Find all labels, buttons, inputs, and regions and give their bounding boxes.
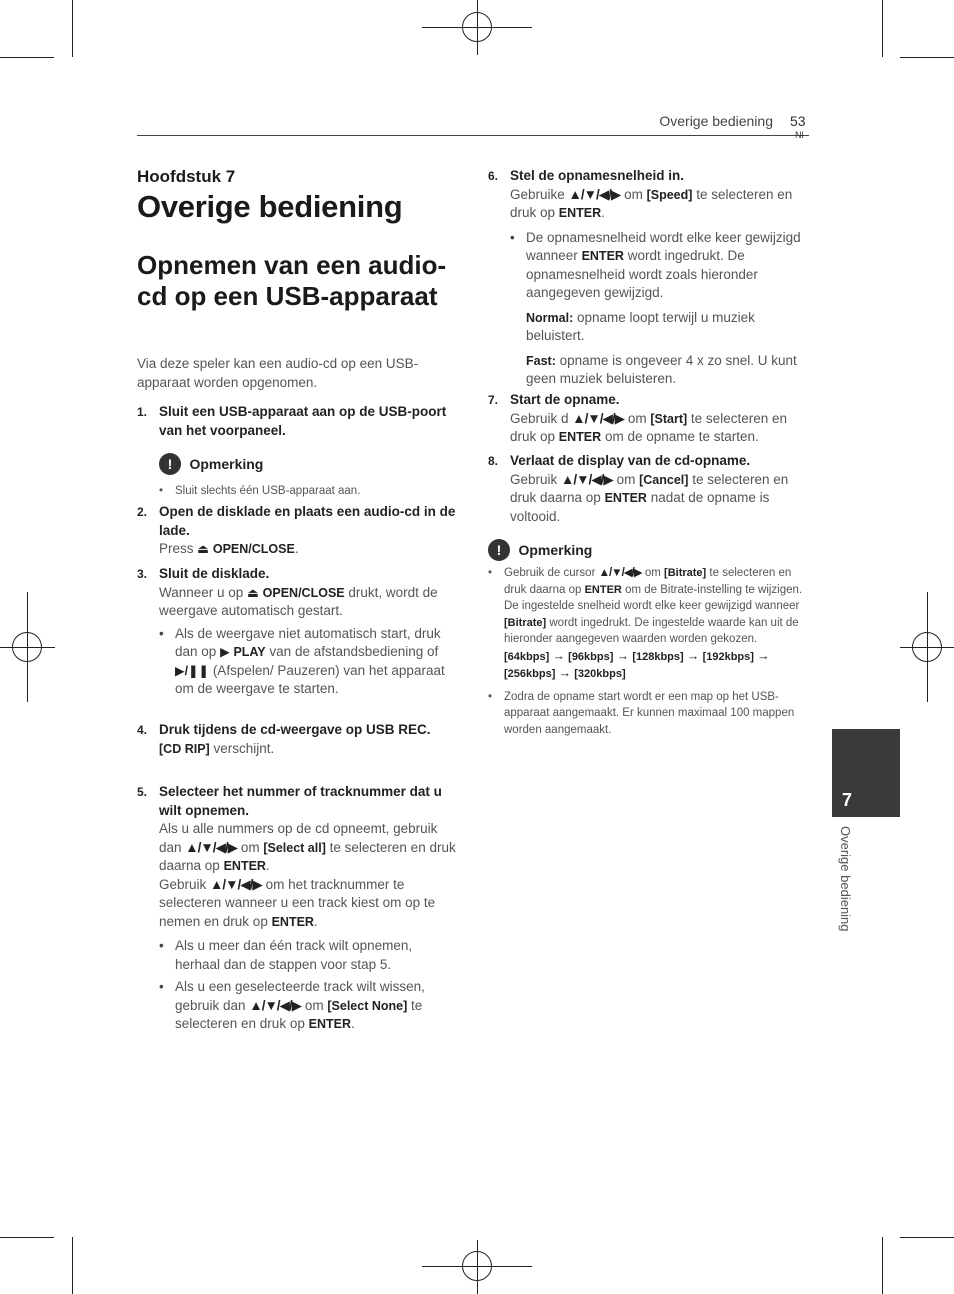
step-heading: Selecteer het nummer of tracknummer dat u wilt opnemen. bbox=[159, 784, 442, 818]
step-body: Gebruik d ▲/▼/◀/▶ om [Start] te selecteren en druk op ENTER om de opname te starten. bbox=[510, 410, 787, 444]
step-5 bbox=[137, 783, 459, 1034]
step-heading: Stel de opnamesnelheid in. bbox=[510, 168, 685, 183]
speed-fast: Fast: opname is ongeveer 4 x zo snel. U kunt geen muziek beluisteren. bbox=[526, 352, 797, 386]
note-1 bbox=[159, 453, 459, 500]
cursor-arrows-icon: ▲/▼/◀/▶ bbox=[572, 410, 625, 426]
step-number: 4. bbox=[137, 723, 148, 737]
step-body: Press ⏏ OPEN/CLOSE. bbox=[159, 541, 299, 556]
step-6 bbox=[488, 167, 810, 389]
step-heading: Sluit de disklade. bbox=[159, 566, 270, 581]
step-number: 7. bbox=[488, 393, 499, 407]
step-4 bbox=[137, 721, 459, 758]
exclamation-icon: ! bbox=[488, 539, 510, 561]
note-bullet: • Zodra de opname start wordt er een map op het USB-apparaat aangemaakt. Er kunnen maximaal 100 mappen worden aangemaakt. bbox=[488, 689, 808, 739]
note-title: Opmerking bbox=[189, 456, 264, 472]
step-number: 6. bbox=[488, 169, 499, 183]
step-body: Gebruik ▲/▼/◀/▶ om [Cancel] te selecteren en druk daarna op ENTER nadat de opname is voltooid. bbox=[510, 471, 789, 524]
cursor-arrows-icon: ▲/▼/◀/▶ bbox=[561, 471, 613, 487]
page-language: Nl bbox=[795, 130, 804, 140]
step-heading: Start de opname. bbox=[510, 392, 620, 407]
section-title: Opnemen van een audio-cd op een USB-apparaat bbox=[137, 250, 447, 311]
cursor-arrows-icon: ▲/▼/◀/▶ bbox=[185, 839, 238, 855]
chapter-side-tab-number: 7 bbox=[842, 790, 853, 810]
note-title: Opmerking bbox=[518, 542, 593, 558]
bitrate-list: [64kbps] → [96kbps] → [128kbps] → [192kbps] → [256kbps] → [320kbps] bbox=[504, 648, 770, 680]
cursor-arrows-icon: ▲/▼/◀/▶ bbox=[210, 876, 262, 892]
eject-icon: ⏏ bbox=[247, 585, 259, 600]
arrow-right-icon: → bbox=[552, 648, 565, 663]
play-pause-icon: ▶/❚❚ bbox=[175, 663, 210, 678]
step-number: 2. bbox=[137, 505, 148, 519]
step-bullet: • Als u meer dan één track wilt opnemen, herhaal dan de stappen voor stap 5. bbox=[159, 937, 459, 974]
chapter-title: Overige bediening bbox=[137, 189, 403, 224]
step-bullet: • Als de weergave niet automatisch start, druk dan op ▶ PLAY van de afstandsbediening of ▶/❚❚ (Afspelen/ Pauzeren) van het apparaat om de weergave te starten. bbox=[159, 625, 445, 699]
step-number: 8. bbox=[488, 454, 499, 468]
note-bullet: • Gebruik de cursor ▲/▼/◀/▶ om [Bitrate] te selecteren en druk daarna op ENTER om de Bitrate-instelling te wijzigen. De ingestelde snelheid wordt elke keer gewijzigd wanneer [Bitrate] wordt ingedrukt. De ingestelde waarde kan uit de hieronder aangegeven waarden worden gekozen. [64kbps] → [96kbps] → [128kbps] → [192kbps] → [256kbps] → [320kbps] bbox=[488, 565, 808, 683]
step-body: Wanneer u op ⏏ OPEN/CLOSE drukt, wordt de weergave automatisch gestart. bbox=[159, 584, 438, 618]
note-2 bbox=[488, 539, 808, 738]
play-icon: ▶ bbox=[220, 645, 230, 659]
step-number: 5. bbox=[137, 785, 148, 799]
arrow-right-icon: → bbox=[558, 666, 572, 680]
step-bullet: • De opnamesnelheid wordt elke keer gewijzigd wanneer ENTER wordt ingedrukt. De opnamesnelheid wordt zoals hieronder aangegeven gewijzigd. Normal: opname loopt terwijl u muziek beluistert. Fast: opname is ongeveer 4 x zo snel. U kunt geen muziek beluisteren. bbox=[510, 229, 806, 389]
step-body: [CD RIP] verschijnt. bbox=[159, 740, 275, 756]
step-body: Als u alle nummers op de cd opneemt, gebruik dan ▲/▼/◀/▶ om [Select all] te selecteren en druk daarna op ENTER. Gebruik ▲/▼/◀/▶ om het tracknummer te selecteren wanneer u een track kiest om op te nemen en druk op ENTER. bbox=[159, 821, 456, 929]
arrow-right-icon: → bbox=[757, 648, 770, 663]
step-bullet: • Als u een geselecteerde track wilt wissen, gebruik dan ▲/▼/◀/▶ om [Select None] te selecteren en druk op ENTER. bbox=[159, 978, 459, 1034]
eject-icon: ⏏ bbox=[197, 542, 210, 556]
running-head: Overige bediening bbox=[659, 113, 773, 129]
page-number: 53 bbox=[790, 113, 806, 129]
step-heading: Sluit een USB-apparaat aan op de USB-poort van het voorpaneel. bbox=[159, 404, 447, 438]
chapter-side-label: Overige bediening bbox=[838, 826, 853, 932]
cursor-arrows-icon: ▲/▼/◀/▶ bbox=[598, 567, 642, 579]
step-7 bbox=[488, 391, 810, 447]
exclamation-icon: ! bbox=[159, 453, 181, 475]
step-heading: Druk tijdens de cd-weergave op USB REC. bbox=[159, 722, 431, 737]
step-8 bbox=[488, 452, 810, 526]
arrow-right-icon: → bbox=[616, 648, 630, 663]
chapter-label: Hoofdstuk 7 bbox=[137, 167, 236, 186]
arrow-right-icon: → bbox=[686, 648, 700, 663]
step-heading: Verlaat de display van de cd-opname. bbox=[510, 453, 751, 468]
section-intro: Via deze speler kan een audio-cd op een USB-apparaat worden opgenomen. bbox=[137, 356, 419, 390]
step-number: 3. bbox=[137, 567, 148, 581]
step-3 bbox=[137, 565, 459, 699]
step-number: 1. bbox=[137, 405, 148, 419]
cursor-arrows-icon: ▲/▼/◀/▶ bbox=[249, 997, 302, 1013]
header-rule bbox=[137, 135, 809, 136]
cursor-arrows-icon: ▲/▼/◀/▶ bbox=[568, 186, 621, 202]
step-body: Gebruike ▲/▼/◀/▶ om [Speed] te selecteren en druk op ENTER. bbox=[510, 186, 793, 220]
speed-normal: Normal: opname loopt terwijl u muziek beluistert. bbox=[526, 309, 755, 343]
note-bullet: • Sluit slechts één USB-apparaat aan. bbox=[159, 483, 459, 500]
step-2 bbox=[137, 503, 459, 559]
step-heading: Open de disklade en plaats een audio-cd in de lade. bbox=[159, 504, 456, 538]
step-1 bbox=[137, 403, 459, 440]
